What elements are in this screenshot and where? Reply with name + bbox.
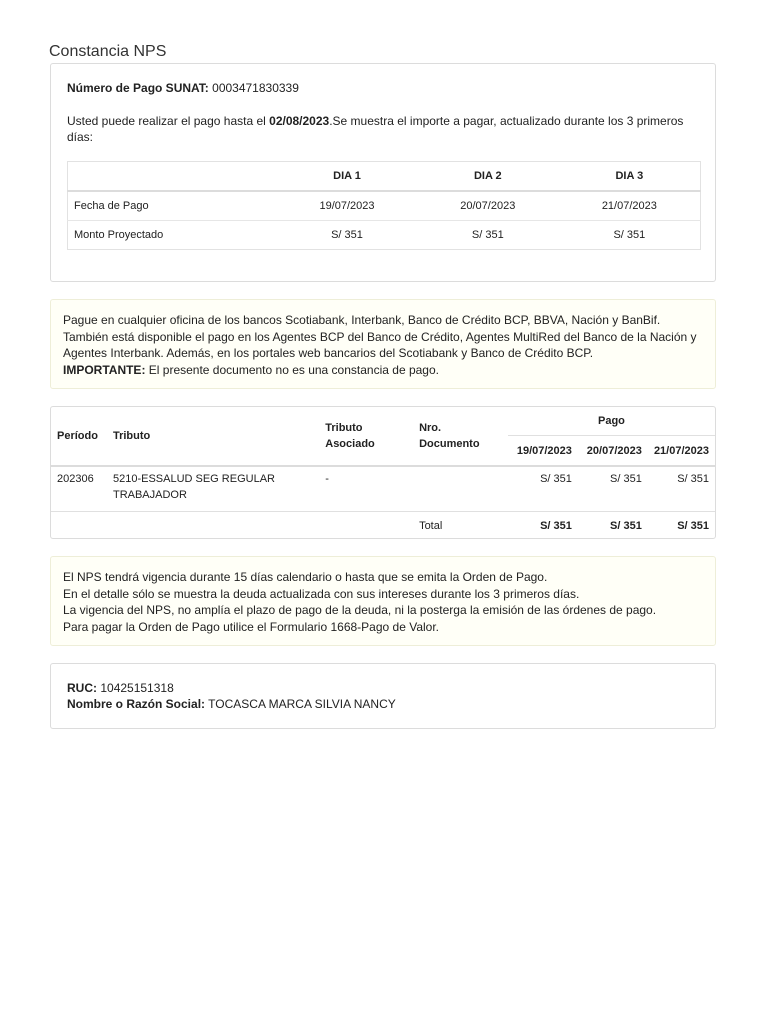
pago-date-1: 19/07/2023 xyxy=(508,436,578,467)
cell-asociado: - xyxy=(319,466,413,512)
days-header-dia2: DIA 2 xyxy=(417,162,559,192)
pago-date-2: 20/07/2023 xyxy=(578,436,648,467)
table-cell: 21/07/2023 xyxy=(559,191,701,221)
sunat-number-line xyxy=(67,80,699,96)
name-value: TOCASCA MARCA SILVIA NANCY xyxy=(208,697,396,711)
important-text: El presente documento no es una constancia de pago. xyxy=(145,362,439,377)
validity-note-text xyxy=(63,569,703,635)
table-cell: 19/07/2023 xyxy=(277,191,417,221)
cell-amount-1: S/ 351 xyxy=(508,466,578,512)
days-table-header xyxy=(68,162,701,192)
table-cell: S/ 351 xyxy=(559,221,701,250)
table-row xyxy=(51,466,715,512)
tributo-card xyxy=(50,406,716,539)
validity-line-1: El NPS tendrá vigencia durante 15 días calendario o hasta que se emita la Orden de Pago. xyxy=(63,570,548,584)
deadline-line2: días: xyxy=(67,130,94,144)
deadline-suffix: .Se muestra el importe a pagar, actualizado durante los 3 primeros xyxy=(329,114,684,128)
important-label: IMPORTANTE: xyxy=(63,362,146,377)
total-amount-1: S/ 351 xyxy=(540,520,572,532)
days-table xyxy=(67,161,701,250)
total-amount-2: S/ 351 xyxy=(610,520,642,532)
table-row xyxy=(68,221,701,250)
name-line xyxy=(67,696,699,712)
validity-line-2: En el detalle sólo se muestra la deuda actualizada con sus intereses durante los 3 primeros días. xyxy=(63,586,580,601)
banks-note xyxy=(50,299,716,389)
days-header-dia1: DIA 1 xyxy=(277,162,417,192)
total-label: Total xyxy=(419,520,443,532)
deadline-date: 02/08/2023 xyxy=(269,114,330,128)
table-cell: S/ 351 xyxy=(417,221,559,250)
days-header-dia3: DIA 3 xyxy=(559,162,701,192)
banks-line-3: Agentes Interbank. Además, en los portales web bancarios del Scotiabank y Banco de Crédito BCP. xyxy=(63,346,594,360)
row-label: Monto Proyectado xyxy=(68,221,278,250)
payment-summary-card xyxy=(50,63,716,282)
sunat-number-value: 0003471830339 xyxy=(212,81,299,95)
pago-date-3: 21/07/2023 xyxy=(648,436,715,467)
banks-note-text xyxy=(63,312,703,378)
name-label: Nombre o Razón Social: xyxy=(67,697,206,711)
header-pago: Pago xyxy=(598,415,625,427)
total-amount-3: S/ 351 xyxy=(677,520,709,532)
cell-tributo: 5210-ESSALUD SEG REGULAR TRABAJADOR xyxy=(107,466,319,512)
payment-deadline-text xyxy=(67,113,699,145)
banks-line-1: Pague en cualquier oficina de los bancos Scotiabank, Interbank, Banco de Crédito BCP, BBVA, Nación y BanBif. xyxy=(63,313,661,327)
cell-documento xyxy=(413,466,508,512)
table-row xyxy=(68,191,701,221)
validity-line-4: Para pagar la Orden de Pago utilice el Formulario 1668-Pago de Valor. xyxy=(63,619,440,634)
cell-amount-2: S/ 351 xyxy=(578,466,648,512)
banks-line-2: También está disponible el pago en los Agentes BCP del Banco de Crédito, Agentes MultiRed del Banco de la Nación y xyxy=(63,329,697,344)
validity-note xyxy=(50,556,716,646)
header-periodo: Período xyxy=(51,407,107,466)
header-tributo-asociado: Tributo Asociado xyxy=(319,407,413,466)
table-cell: 20/07/2023 xyxy=(417,191,559,221)
ruc-value: 10425151318 xyxy=(100,681,174,695)
sunat-number-label: Número de Pago SUNAT: xyxy=(67,81,209,95)
cell-periodo: 202306 xyxy=(51,466,107,512)
row-label: Fecha de Pago xyxy=(68,191,278,221)
header-nro-documento: Nro. Documento xyxy=(413,407,508,466)
tributo-table xyxy=(51,407,715,542)
total-row xyxy=(51,512,715,543)
validity-line-3: La vigencia del NPS, no amplía el plazo de pago de la deuda, ni la posterga la emisión de las órdenes de pago. xyxy=(63,603,657,617)
tributo-header-row xyxy=(51,407,715,436)
header-tributo: Tributo xyxy=(107,407,319,466)
ruc-label: RUC: xyxy=(67,681,97,695)
ruc-line xyxy=(67,680,699,696)
taxpayer-card xyxy=(50,663,716,729)
days-header-empty xyxy=(68,162,278,192)
page-title: Constancia NPS xyxy=(49,43,167,60)
cell-amount-3: S/ 351 xyxy=(648,466,715,512)
table-cell: S/ 351 xyxy=(277,221,417,250)
deadline-prefix: Usted puede realizar el pago hasta el xyxy=(67,114,270,128)
